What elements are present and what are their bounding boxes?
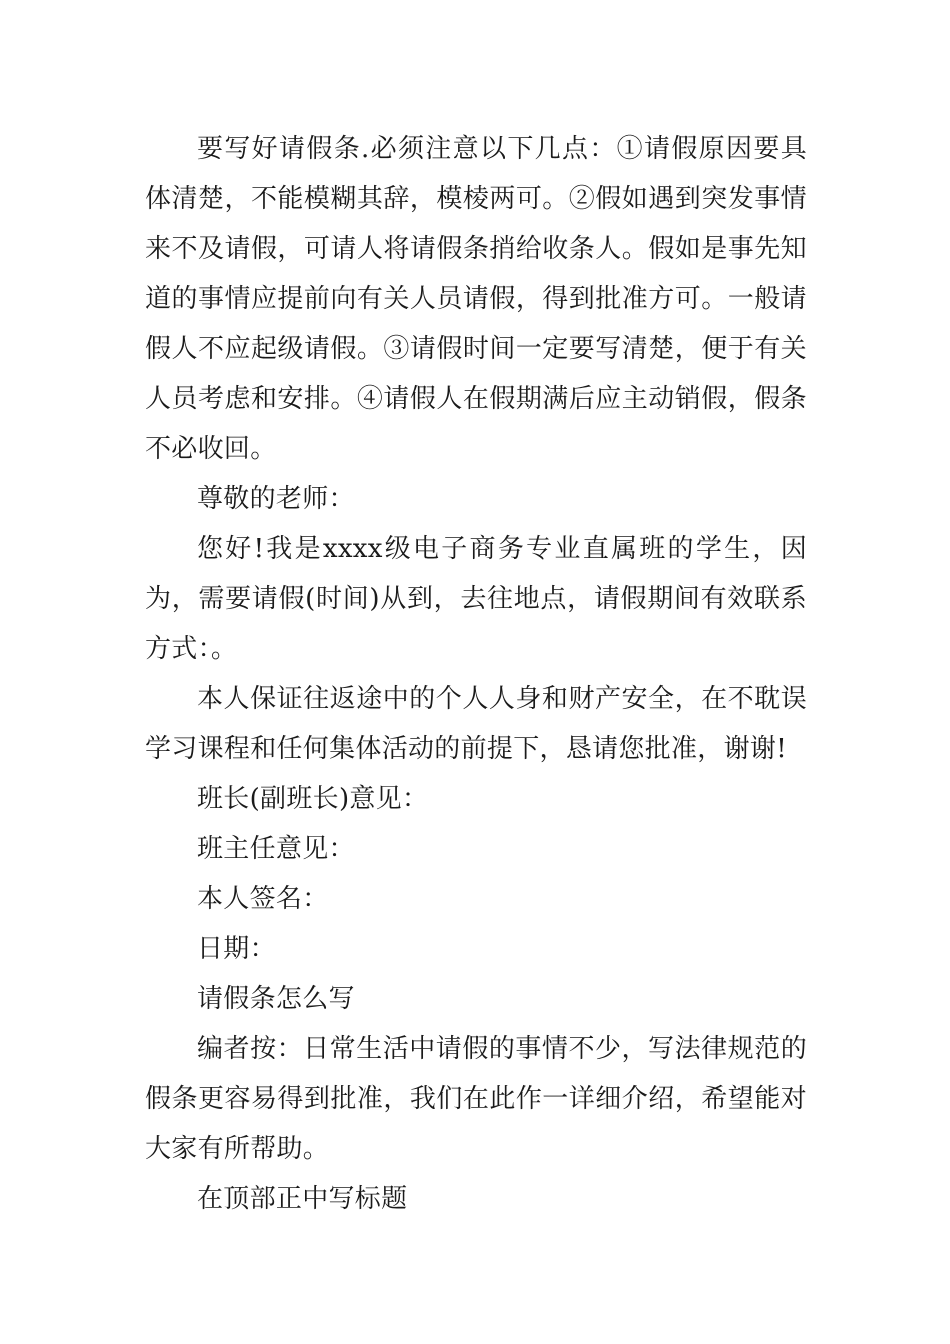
- paragraph-title-instruction: 在顶部正中写标题: [197, 1184, 408, 1214]
- paragraph-signature: 本人签名：: [197, 884, 329, 914]
- paragraph-greeting-request: 您好!我是xxxx级电子商务专业直属班的学生，因为，需要请假(时间)从到，去往地点，请假期间有效联系方式：。: [145, 534, 807, 664]
- paragraph-date: 日期：: [197, 934, 276, 964]
- paragraph-section-heading: 请假条怎么写: [197, 984, 355, 1014]
- paragraph-safety-promise: 本人保证往返途中的个人人身和财产安全，在不耽误学习课程和任何集体活动的前提下，恳请您批准，谢谢!: [145, 684, 807, 764]
- paragraph-monitor-opinion: 班长(副班长)意见：: [197, 784, 429, 814]
- paragraph-editor-note: 编者按：日常生活中请假的事情不少，写法律规范的假条更容易得到批准，我们在此作一详细介绍，希望能对大家有所帮助。: [145, 1034, 807, 1164]
- document-body: [145, 124, 807, 1224]
- paragraph-leave-note-tips: 要写好请假条.必须注意以下几点：①请假原因要具体清楚，不能模糊其辞，模棱两可。②假如遇到突发事情来不及请假，可请人将请假条捎给收条人。假如是事先知道的事情应提前向有关人员请假，得到批准方可。一般请假人不应起级请假。③请假时间一定要写清楚，便于有关人员考虑和安排。④请假人在假期满后应主动销假，假条不必收回。: [145, 134, 807, 464]
- paragraph-teacher-opinion: 班主任意见：: [197, 834, 355, 864]
- paragraph-salutation: 尊敬的老师：: [197, 484, 355, 514]
